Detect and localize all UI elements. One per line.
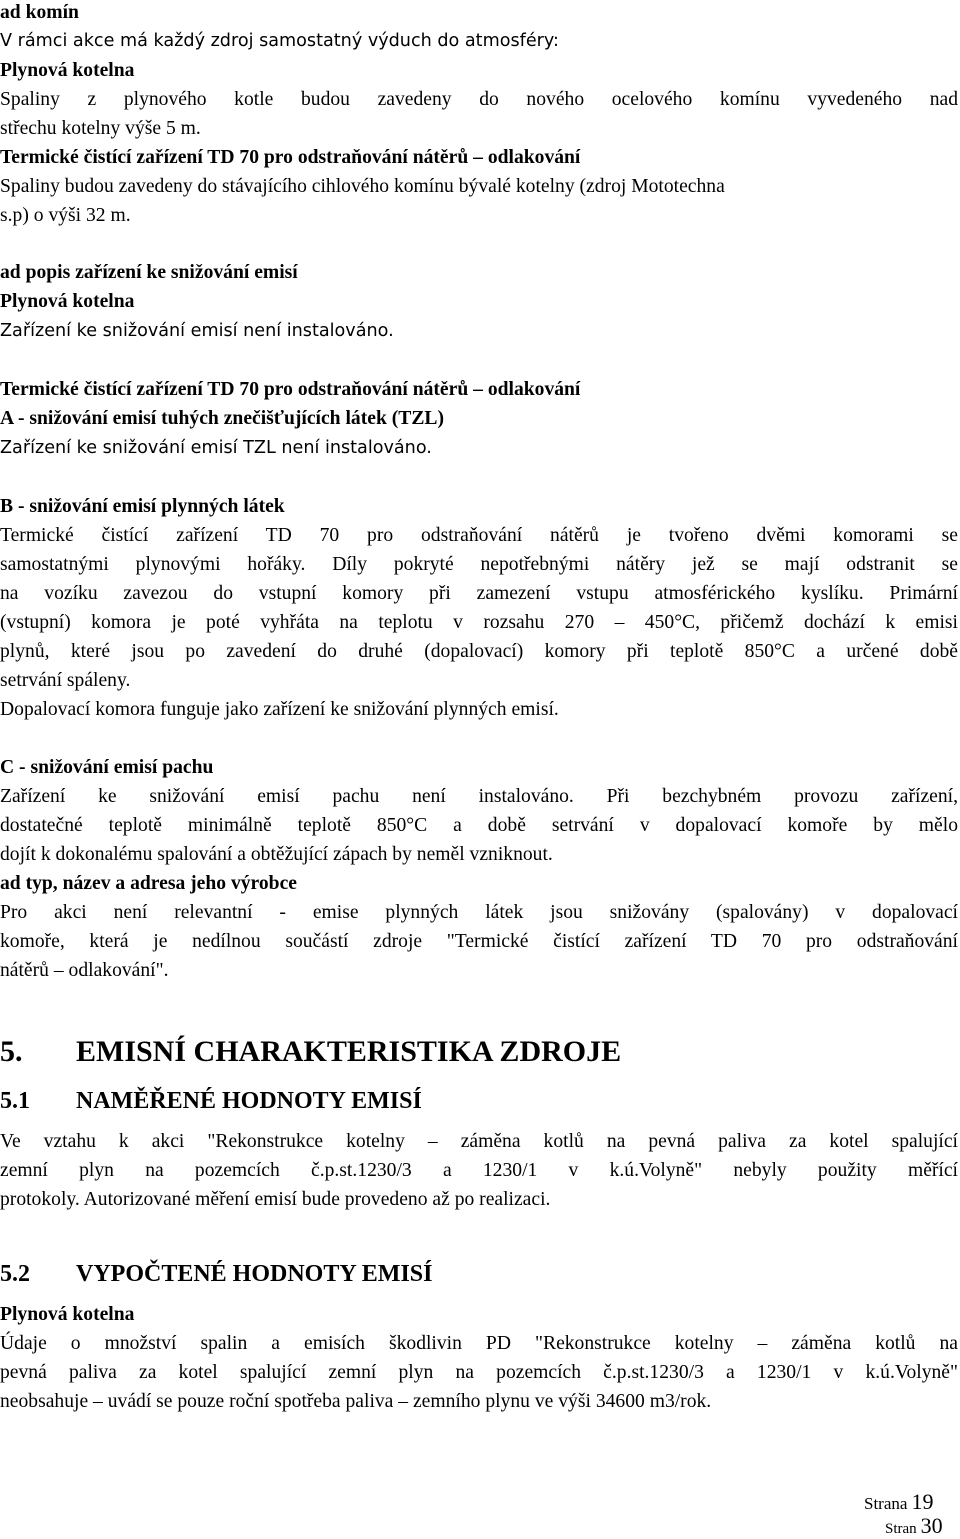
text-c-line3: dojít k dokonalému spalování a obtěžující zápach by neměl vzniknout. (0, 844, 553, 865)
subheading-gas-boiler-2: Plynová kotelna (0, 291, 135, 312)
section-5-1-number: 5.1 (0, 1088, 30, 1114)
chimney-intro: V rámci akce má každý zdroj samostatný výduch do atmosféry: (0, 31, 559, 51)
text-c-line1: Zařízení ke snižování emisí pachu není instalováno. Při bezchybném provozu zařízení, (0, 786, 958, 807)
section-5-1-line2: zemní plyn na pozemcích č.p.st.1230/3 a 1230/1 v k.ú.Volyně" nebyly použity měřící (0, 1160, 958, 1181)
manufacturer-text-line1: Pro akci není relevantní - emise plynných látek jsou snižovány (spalovány) v dopalovací (0, 902, 958, 923)
manufacturer-text-line3: nátěrů – odlakování". (0, 960, 169, 981)
section-heading-manufacturer: ad typ, název a adresa jeho výrobce (0, 873, 297, 894)
text-b-line2: samostatnými plynovými hořáky. Díly pokryté nepotřebnými nátěry jež se mají odstranit se (0, 554, 958, 575)
text-b-line6: setrvání spáleny. (0, 670, 131, 691)
section-5-2-line1: Údaje o množství spalin a emisích škodlivin PD "Rekonstrukce kotelny – záměna kotlů na (0, 1333, 958, 1354)
heading-b-gaseous: B - snižování emisí plynných látek (0, 496, 285, 517)
page-number-label: Strana (864, 1494, 908, 1513)
text-b-line1: Termické čistící zařízení TD 70 pro odstraňování nátěrů je tvořeno dvěmi komorami se (0, 525, 958, 546)
chimney-thermal-text-line2: s.p) o výši 32 m. (0, 205, 131, 226)
chapter-5-title: EMISNÍ CHARAKTERISTIKA ZDROJE (76, 1035, 622, 1068)
subheading-gas-boiler-3: Plynová kotelna (0, 1304, 135, 1325)
subheading-gas-boiler: Plynová kotelna (0, 60, 135, 81)
text-b-line4: (vstupní) komora je poté vyhřáta na teplotu v rozsahu 270 – 450°C, přičemž dochází k emisi (0, 612, 958, 633)
section-heading-reduction-devices: ad popis zařízení ke snižování emisí (0, 262, 298, 283)
text-a-solid-pollutants: Zařízení ke snižování emisí TZL není instalováno. (0, 438, 432, 458)
section-5-2-number: 5.2 (0, 1261, 30, 1287)
section-5-2-line3: neobsahuje – uvádí se pouze roční spotřeba paliva – zemního plynu ve výši 34600 m3/rok. (0, 1391, 712, 1412)
text-b-line7: Dopalovací komora funguje jako zařízení ke snižování plynných emisí. (0, 699, 559, 720)
chimney-gas-text-line1: Spaliny z plynového kotle budou zavedeny do nového ocelového komínu vyvedeného nad (0, 89, 958, 110)
section-5-1-heading (0, 1086, 422, 1116)
section-5-1-line3: protokoly. Autorizované měření emisí bude provedeno až po realizaci. (0, 1189, 551, 1210)
reduction-gas-text: Zařízení ke snižování emisí není instalováno. (0, 321, 394, 341)
manufacturer-text-line2: komoře, která je nedílnou součástí zdroje "Termické čistící zařízení TD 70 pro odstraňování (0, 931, 958, 952)
text-b-line5: plynů, které jsou po zavedení do druhé (dopalovací) komory při teplotě 850°C a určené době (0, 641, 958, 662)
heading-a-solid-pollutants: A - snižování emisí tuhých znečišťujících látek (TZL) (0, 408, 444, 429)
chimney-thermal-text-line1: Spaliny budou zavedeny do stávajícího cihlového komínu bývalé kotelny (zdroj Mototechna (0, 176, 725, 197)
section-5-1-title: NAMĚŘENÉ HODNOTY EMISÍ (76, 1088, 422, 1114)
page-total (885, 1513, 943, 1539)
chimney-gas-text-line2: střechu kotelny výše 5 m. (0, 118, 201, 139)
subheading-thermal-device-2: Termické čistící zařízení TD 70 pro odstraňování nátěrů – odlakování (0, 379, 581, 400)
section-5-1-line1: Ve vztahu k akci "Rekonstrukce kotelny – záměna kotlů na pevná paliva za kotel spalující (0, 1131, 958, 1152)
subheading-thermal-device: Termické čistící zařízení TD 70 pro odstraňování nátěrů – odlakování (0, 147, 581, 168)
heading-c-odour: C - snižování emisí pachu (0, 757, 214, 778)
text-c-line2: dostatečné teplotě minimálně teplotě 850°C a době setrvání v dopalovací komoře by mělo (0, 815, 958, 836)
page-total-label: Stran (885, 1521, 917, 1537)
section-5-2-heading (0, 1259, 432, 1289)
chapter-5-heading (0, 1034, 621, 1070)
page-total-value: 30 (920, 1513, 943, 1538)
chapter-5-number: 5. (0, 1035, 23, 1068)
section-5-2-line2: pevná paliva za kotel spalující zemní plyn na pozemcích č.p.st.1230/3 a 1230/1 v k.ú.Volyně" (0, 1362, 958, 1383)
section-5-2-title: VYPOČTENÉ HODNOTY EMISÍ (76, 1261, 433, 1287)
page-number (864, 1489, 933, 1515)
section-heading-chimney: ad komín (0, 2, 79, 23)
page-number-value: 19 (911, 1489, 934, 1514)
text-b-line3: na vozíku zavezou do vstupní komory při zamezení vstupu atmosférického kyslíku. Primární (0, 583, 958, 604)
